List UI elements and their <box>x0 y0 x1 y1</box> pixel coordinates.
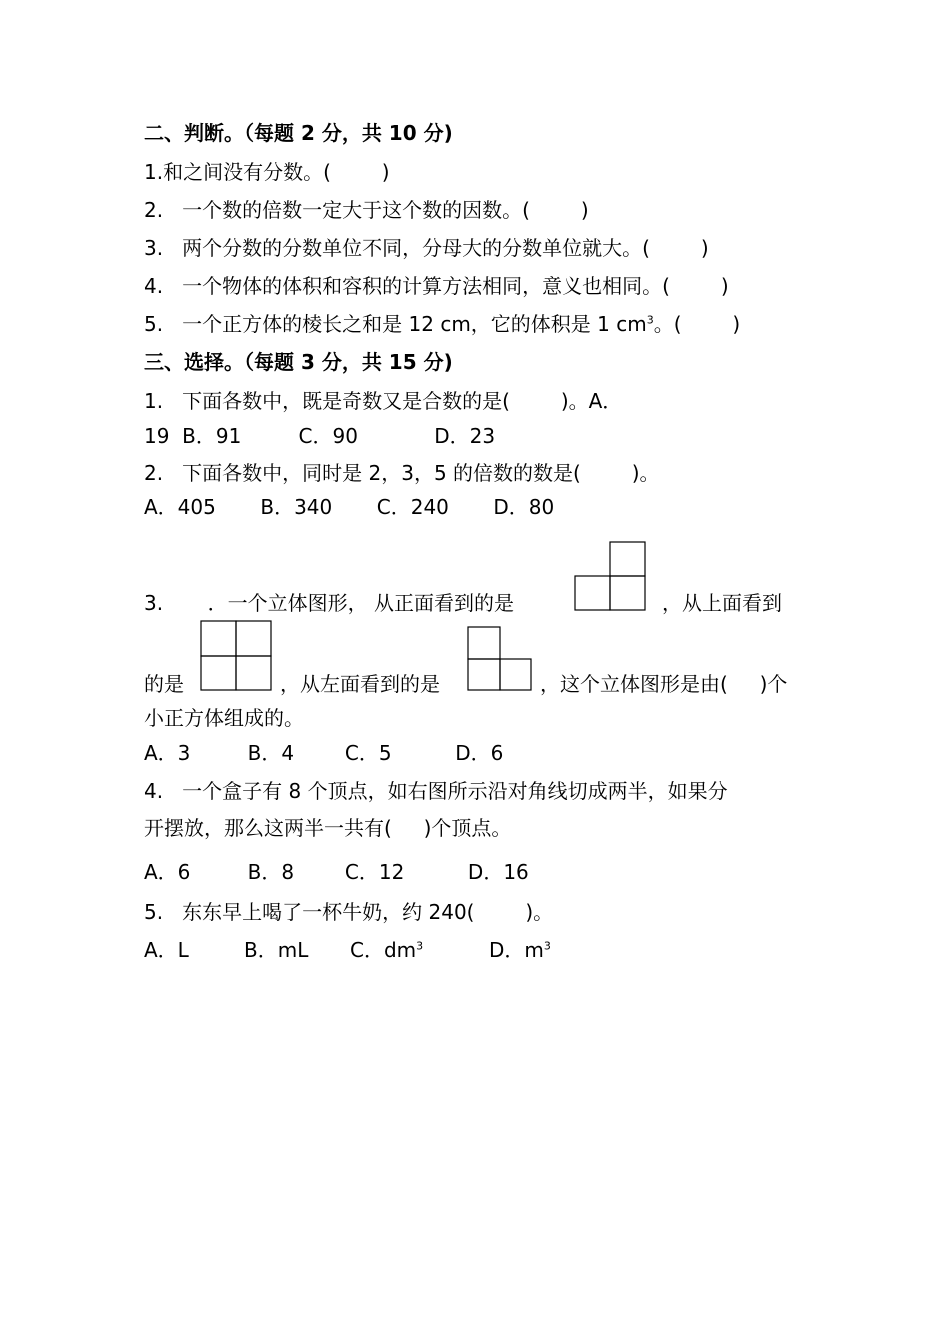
choice-q3-part3: 的是 <box>144 672 184 696</box>
superscript: 3 <box>646 313 654 327</box>
judge-item-5-tail: 。( ) <box>653 312 741 336</box>
choice-q5-option-b: B．mL <box>244 938 309 962</box>
choice-q2-line1: 2. 下面各数中，同时是 2，3，5 的倍数的数是( )。 <box>144 461 660 485</box>
option-c-text: C．dm <box>350 938 417 962</box>
choice-q5-line1: 5. 东东早上喝了一杯牛奶，约 240( )。 <box>144 900 554 924</box>
choice-q1-line1: 1. 下面各数中，既是奇数又是合数的是( )。A． <box>144 389 623 413</box>
judge-item-2: 2. 一个数的倍数一定大于这个数的因数。( ) <box>144 198 589 222</box>
judge-item-4: 4. 一个物体的体积和容积的计算方法相同，意义也相同。( ) <box>144 274 729 298</box>
choice-q3-line3: 小正方体组成的。 <box>144 706 304 730</box>
superscript: 3 <box>543 939 551 953</box>
left-view-figure <box>467 626 533 692</box>
judge-item-1: 1.和之间没有分数。( ) <box>144 160 390 184</box>
front-view-figure <box>574 541 648 611</box>
choice-q3-part5: ，这个立体图形是由( )个 <box>540 672 788 696</box>
choice-q3-part2: ，从上面看到 <box>662 591 782 615</box>
judge-item-3: 3. 两个分数的分数单位不同，分母大的分数单位就大。( ) <box>144 236 709 260</box>
section-3-heading: 三、选择。（每题 3 分，共 15 分) <box>144 350 453 374</box>
superscript: 3 <box>416 939 424 953</box>
choice-q4-line1: 4. 一个盒子有 8 个顶点，如右图所示沿对角线切成两半，如果分 <box>144 779 728 803</box>
choice-q4-options: A．6 B．8 C．12 D．16 <box>144 860 529 884</box>
top-view-figure <box>200 620 274 692</box>
option-d-text: D．m <box>489 938 544 962</box>
choice-q2-options: A．405 B．340 C．240 D．80 <box>144 495 555 519</box>
judge-item-5 <box>144 310 740 338</box>
choice-q1-options: 19 B．91 C．90 D．23 <box>144 424 496 448</box>
choice-q4-line2: 开摆放，那么这两半一共有( )个顶点。 <box>144 816 512 840</box>
judge-item-5-text: 5. 一个正方体的棱长之和是 12 cm，它的体积是 1 cm <box>144 312 647 336</box>
choice-q3-part1: 3. ．一个立体图形， 从正面看到的是 <box>144 591 514 615</box>
choice-q3-part4: ，从左面看到的是 <box>280 672 440 696</box>
choice-q3-options: A．3 B．4 C．5 D．6 <box>144 741 504 765</box>
choice-q5-option-a: A．L <box>144 938 189 962</box>
choice-q5-option-c <box>350 936 423 964</box>
choice-q5-option-d <box>489 936 551 964</box>
section-2-heading: 二、判断。（每题 2 分，共 10 分) <box>144 121 453 145</box>
